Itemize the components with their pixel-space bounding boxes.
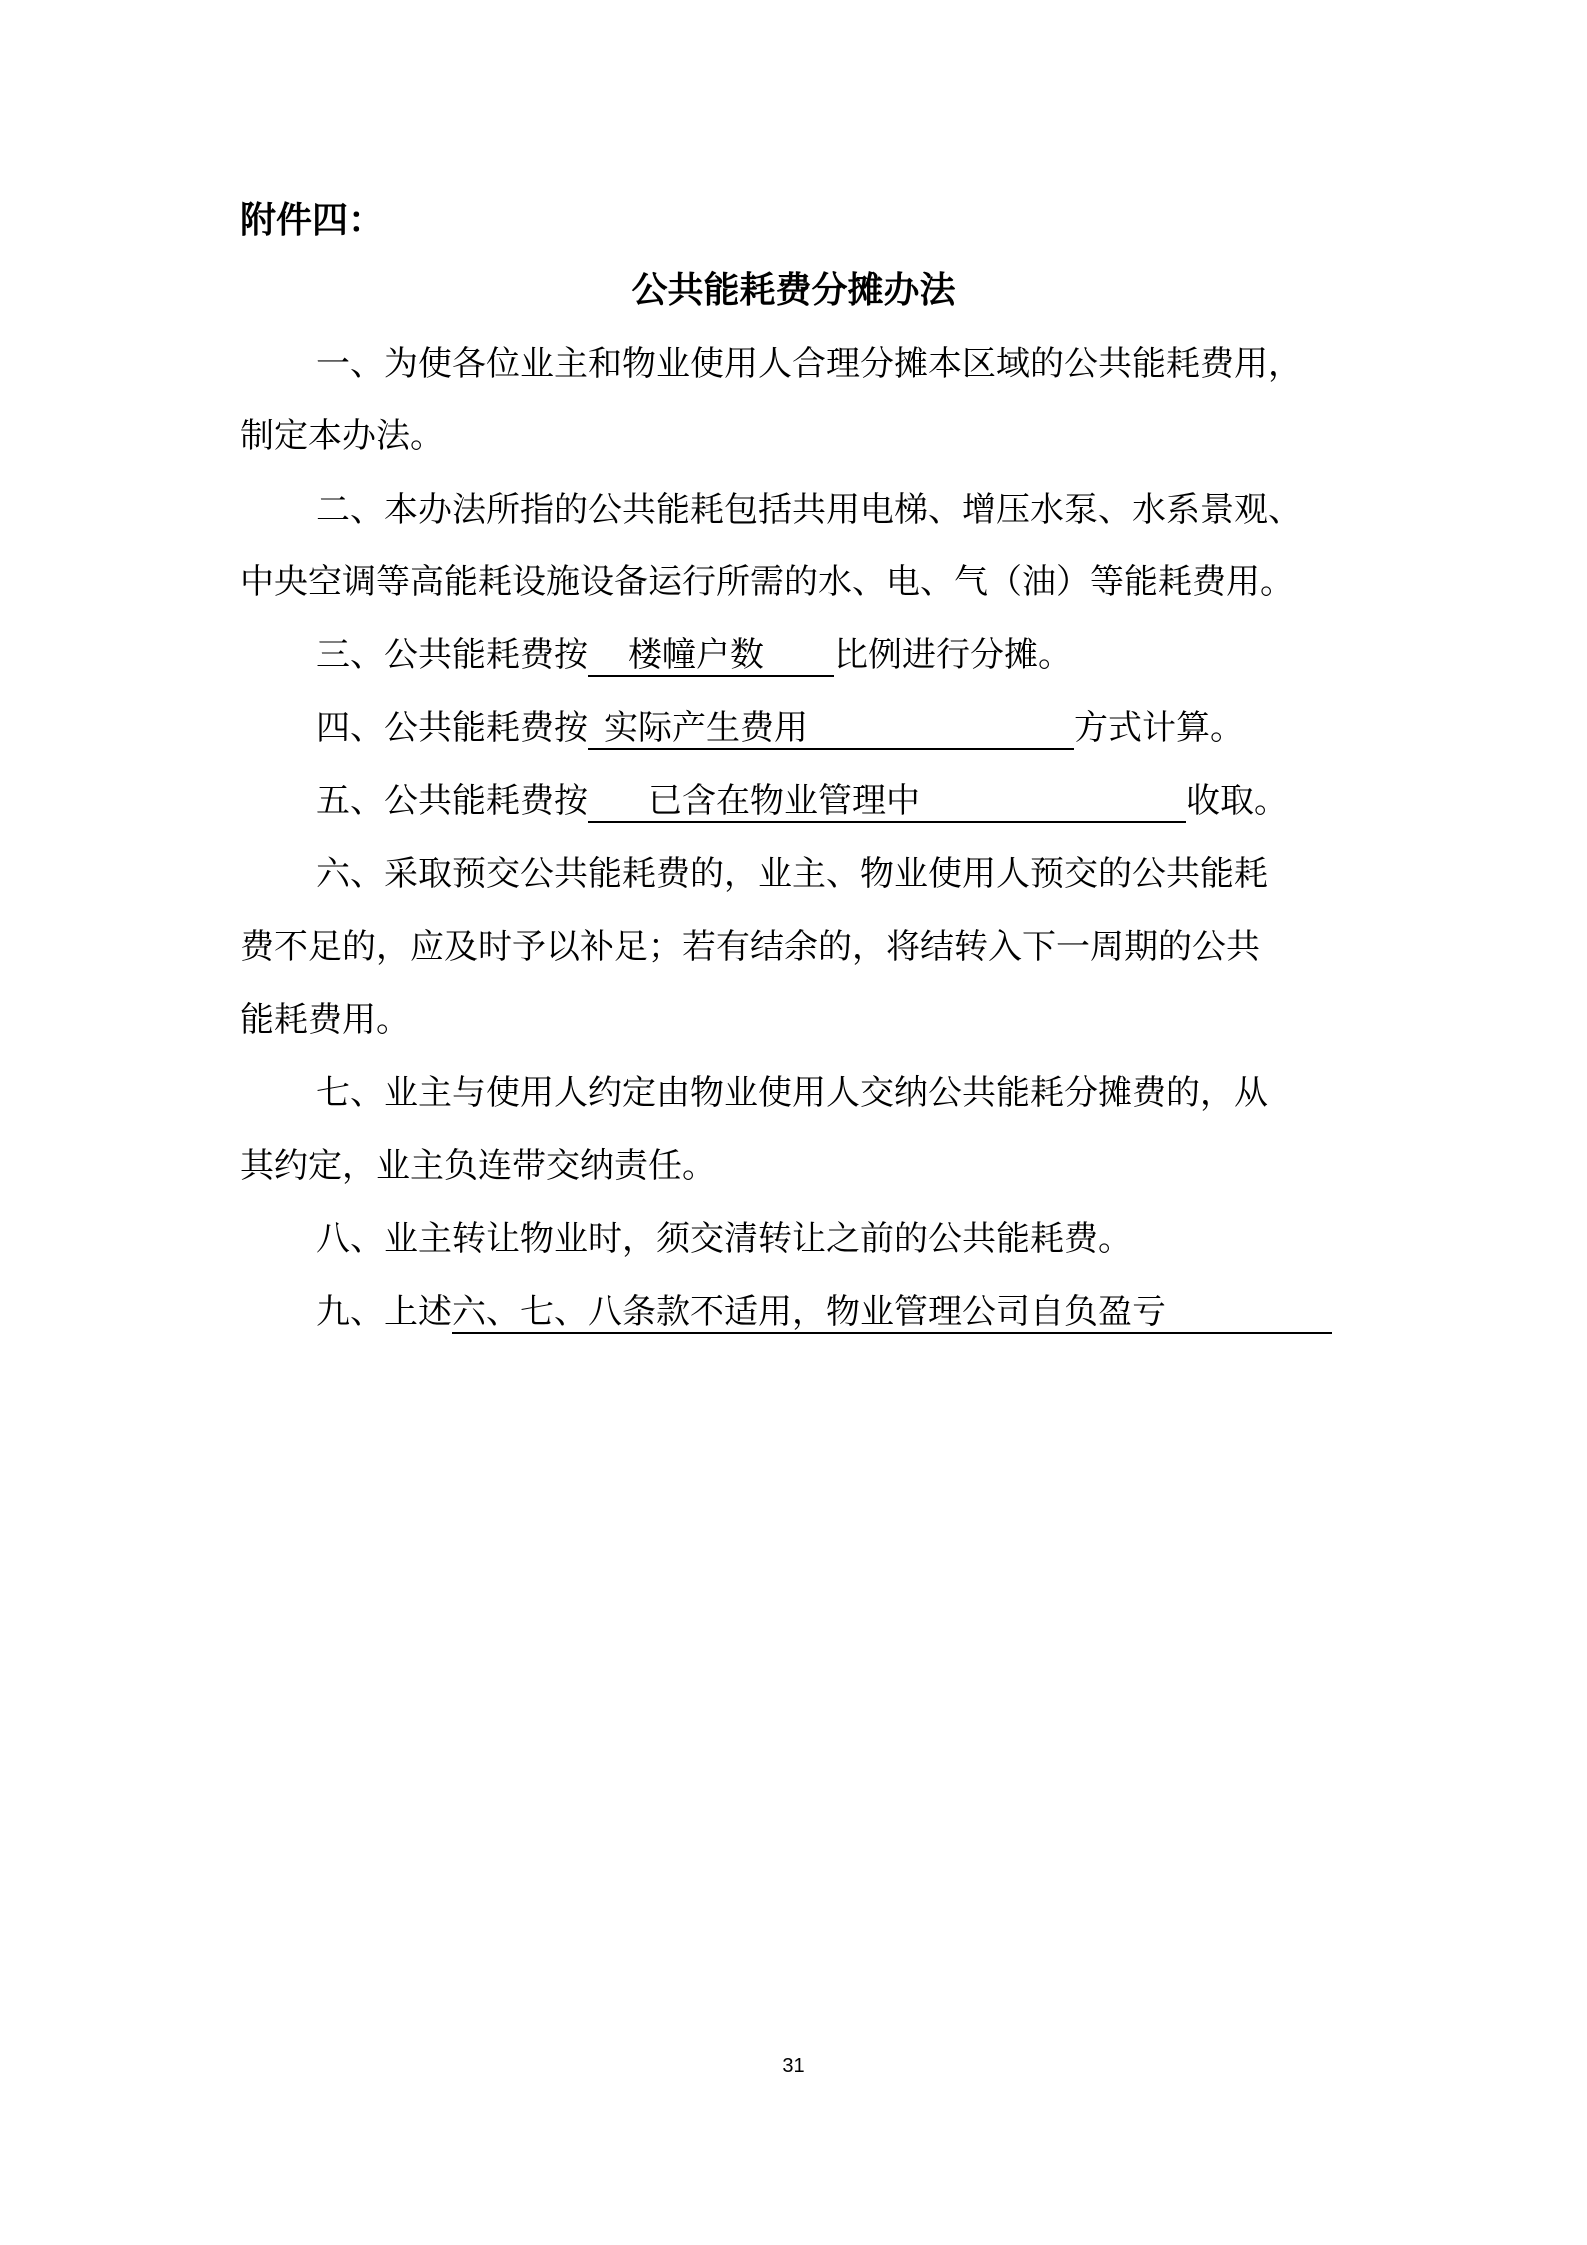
paragraph-8: 八、业主转让物业时，须交清转让之前的公共能耗费。 [316,1219,1132,1259]
paragraph-5-suffix: 收取。 [1186,781,1288,821]
fill-in-blank-calculation-method: 实际产生费用 [588,708,1074,750]
paragraph-5 [316,779,1587,823]
document-title: 公共能耗费分摊办法 [631,269,956,311]
paragraph-2-line-1: 二、本办法所指的公共能耗包括共用电梯、增压水泵、水系景观、 [316,490,1302,530]
paragraph-7-line-1: 七、业主与使用人约定由物业使用人交纳公共能耗分摊费的，从 [316,1073,1268,1113]
paragraph-6-line-3: 能耗费用。 [240,1000,410,1040]
paragraph-5-prefix: 五、公共能耗费按 [316,781,588,821]
paragraph-7-line-2: 其约定，业主负连带交纳责任。 [240,1146,716,1186]
paragraph-6-line-2: 费不足的，应及时予以补足；若有结余的，将结转入下一周期的公共 [240,927,1260,967]
paragraph-9 [316,1290,1587,1334]
fill-in-blank-allocation-basis: 楼幢户数 [588,635,834,677]
fill-in-blank-exemption-note: 六、七、八条款不适用，物业管理公司自负盈亏 [452,1292,1332,1334]
attachment-heading: 附件四： [240,199,385,241]
paragraph-3-prefix: 三、公共能耗费按 [316,635,588,675]
paragraph-1-line-1: 一、为使各位业主和物业使用人合理分摊本区域的公共能耗费用， [316,344,1302,384]
paragraph-3 [316,633,1587,677]
paragraph-4-prefix: 四、公共能耗费按 [316,708,588,748]
paragraph-1-line-2: 制定本办法。 [240,416,444,456]
paragraph-4 [316,706,1587,750]
paragraph-4-suffix: 方式计算。 [1074,708,1244,748]
page-number: 31 [782,2055,805,2077]
paragraph-9-prefix: 九、上述 [316,1292,452,1332]
paragraph-2-line-2: 中央空调等高能耗设施设备运行所需的水、电、气（油）等能耗费用。 [240,562,1294,602]
paragraph-3-suffix: 比例进行分摊。 [834,635,1072,675]
fill-in-blank-collection-method: 已含在物业管理中 [588,781,1186,823]
paragraph-6-line-1: 六、采取预交公共能耗费的，业主、物业使用人预交的公共能耗 [316,854,1268,894]
